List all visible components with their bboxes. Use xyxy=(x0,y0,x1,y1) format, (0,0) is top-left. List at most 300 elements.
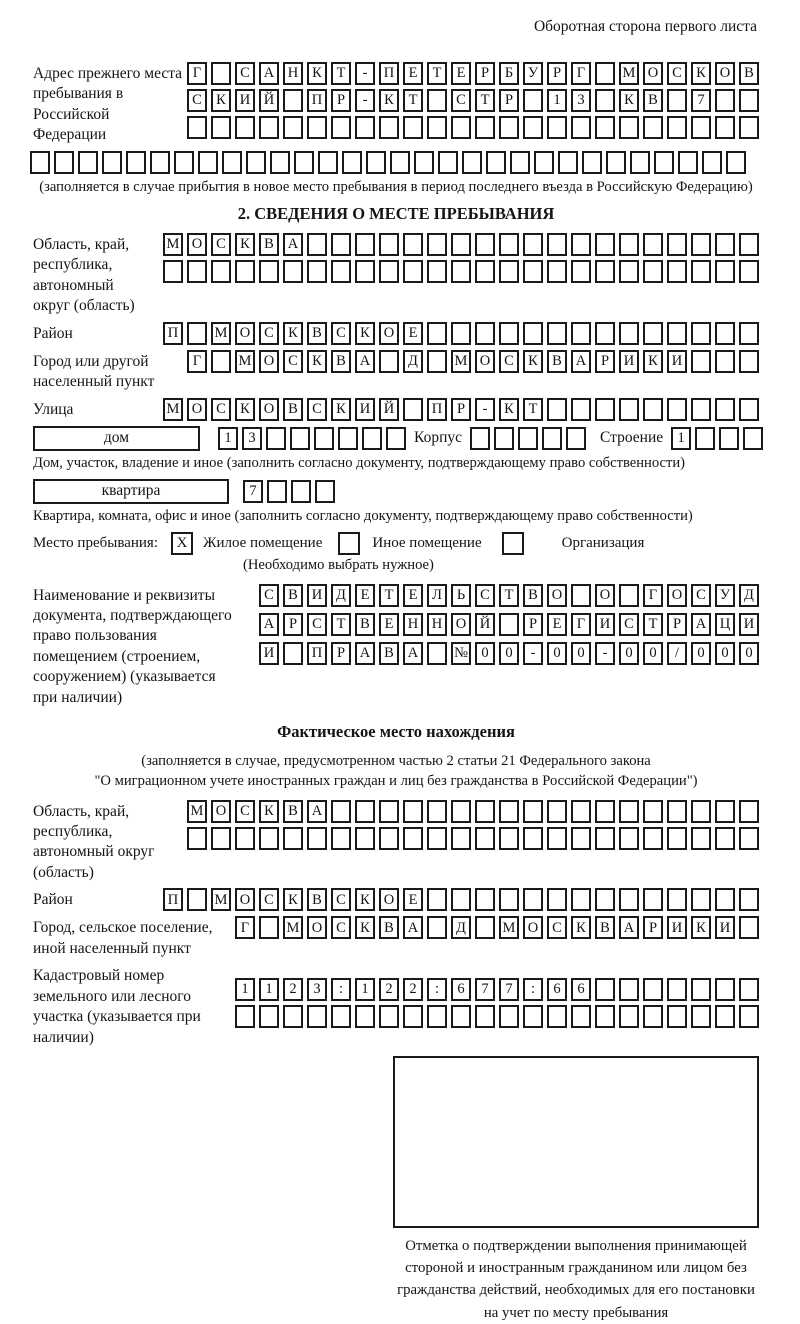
char-cell: С xyxy=(211,233,231,256)
char-cell: О xyxy=(379,322,399,345)
char-cell: П xyxy=(163,888,183,911)
char-cell xyxy=(523,89,543,112)
char-cell: С xyxy=(211,398,231,421)
char-cell: И xyxy=(667,916,687,939)
char-cell: Р xyxy=(451,398,471,421)
char-cell xyxy=(739,233,759,256)
char-cell xyxy=(595,398,615,421)
char-cell xyxy=(571,322,591,345)
char-cell xyxy=(427,888,447,911)
char-cell: А xyxy=(259,62,279,85)
city-rows xyxy=(187,350,759,373)
char-cell xyxy=(595,978,615,1001)
char-cell xyxy=(678,151,698,174)
char-cell: Т xyxy=(475,89,495,112)
char-cell xyxy=(494,427,514,450)
char-cell xyxy=(30,151,50,174)
char-cell xyxy=(427,116,447,139)
char-cell: В xyxy=(379,916,399,939)
char-cell: 0 xyxy=(499,642,519,665)
char-row xyxy=(163,888,759,911)
char-cell: 2 xyxy=(403,978,423,1001)
char-cell xyxy=(523,1005,543,1028)
char-cell xyxy=(691,260,711,283)
char-cell xyxy=(246,151,266,174)
house-row xyxy=(33,426,759,451)
char-cell xyxy=(643,233,663,256)
char-cell xyxy=(235,827,255,850)
char-cell: Г xyxy=(643,584,663,607)
char-cell xyxy=(451,827,471,850)
char-cell: В xyxy=(331,350,351,373)
char-cell xyxy=(667,116,687,139)
char-cell xyxy=(619,800,639,823)
char-cell xyxy=(102,151,122,174)
char-cell: Н xyxy=(283,62,303,85)
char-cell: К xyxy=(691,62,711,85)
char-cell: Т xyxy=(523,398,543,421)
stamp-caption: Отметка о подтверждении выполнения принимающей стороной и иностранным гражданином или лицом без гражданства действий, необходимых для его постановки на учет по месту пребывания xyxy=(397,1238,755,1321)
char-cell xyxy=(379,260,399,283)
char-cell xyxy=(667,827,687,850)
char-cell xyxy=(695,427,715,450)
char-cell xyxy=(595,827,615,850)
char-cell xyxy=(427,233,447,256)
char-cell xyxy=(259,260,279,283)
char-cell: 1 xyxy=(259,978,279,1001)
char-cell xyxy=(259,116,279,139)
char-cell: С xyxy=(499,350,519,373)
char-cell xyxy=(342,151,362,174)
char-cell xyxy=(283,827,303,850)
char-cell xyxy=(739,800,759,823)
char-cell xyxy=(595,62,615,85)
char-cell xyxy=(566,427,586,450)
char-cell xyxy=(379,800,399,823)
char-cell xyxy=(307,116,327,139)
char-cell: К xyxy=(259,800,279,823)
char-cell: Е xyxy=(355,584,375,607)
char-cell xyxy=(571,800,591,823)
char-cell xyxy=(547,888,567,911)
char-cell: Р xyxy=(547,62,567,85)
char-cell: А xyxy=(283,233,303,256)
char-cell: К xyxy=(235,398,255,421)
char-cell xyxy=(739,89,759,112)
char-cell xyxy=(283,89,303,112)
char-cell: С xyxy=(691,584,711,607)
char-cell: О xyxy=(187,233,207,256)
char-cell xyxy=(571,260,591,283)
char-cell: 2 xyxy=(283,978,303,1001)
char-cell xyxy=(222,151,242,174)
char-cell: Е xyxy=(547,613,567,636)
char-cell xyxy=(307,1005,327,1028)
char-cell: 7 xyxy=(475,978,495,1001)
char-cell: С xyxy=(331,916,351,939)
char-cell: О xyxy=(667,584,687,607)
char-cell xyxy=(619,888,639,911)
char-cell xyxy=(547,322,567,345)
actual-region-label: Область, край, республика, автономный округ (область) xyxy=(33,802,155,881)
actual-city-label: Город, сельское поселение, иной населенный пункт xyxy=(33,919,213,957)
char-cell: С xyxy=(475,584,495,607)
char-cell xyxy=(355,1005,375,1028)
char-cell: Б xyxy=(499,62,519,85)
char-cell xyxy=(739,1005,759,1028)
char-cell xyxy=(451,233,471,256)
char-cell: И xyxy=(619,350,639,373)
char-cell xyxy=(427,916,447,939)
char-cell: Т xyxy=(499,584,519,607)
apartment-cells xyxy=(243,480,335,503)
char-cell xyxy=(362,427,382,450)
char-cell xyxy=(643,1005,663,1028)
char-cell xyxy=(523,116,543,139)
char-cell: В xyxy=(307,322,327,345)
char-row xyxy=(187,116,759,139)
char-cell xyxy=(630,151,650,174)
char-cell: Д xyxy=(331,584,351,607)
char-cell xyxy=(619,584,639,607)
char-cell xyxy=(643,800,663,823)
char-cell xyxy=(499,322,519,345)
char-cell: К xyxy=(355,916,375,939)
char-row xyxy=(163,260,759,283)
option-label-inoe: Иное помещение xyxy=(372,534,482,551)
char-cell: В xyxy=(307,888,327,911)
char-cell: А xyxy=(307,800,327,823)
char-cell xyxy=(290,427,310,450)
char-cell: Д xyxy=(739,584,759,607)
cadastral-rows xyxy=(235,964,759,1028)
char-cell: П xyxy=(379,62,399,85)
char-cell xyxy=(187,260,207,283)
char-cell: Н xyxy=(403,613,423,636)
char-cell: Й xyxy=(379,398,399,421)
char-row xyxy=(259,584,759,607)
char-cell xyxy=(211,116,231,139)
char-cell xyxy=(499,613,519,636)
char-cell: К xyxy=(283,888,303,911)
char-cell xyxy=(715,978,735,1001)
char-cell xyxy=(331,116,351,139)
char-cell xyxy=(739,888,759,911)
char-cell xyxy=(403,800,423,823)
char-cell xyxy=(667,89,687,112)
char-cell xyxy=(475,827,495,850)
char-cell: Р xyxy=(667,613,687,636)
char-cell xyxy=(338,427,358,450)
char-cell: И xyxy=(667,350,687,373)
char-cell: В xyxy=(355,613,375,636)
char-cell: К xyxy=(211,89,231,112)
char-cell xyxy=(715,322,735,345)
char-cell: 6 xyxy=(451,978,471,1001)
char-cell xyxy=(475,260,495,283)
char-cell: С xyxy=(619,613,639,636)
actual-region-rows xyxy=(187,800,759,850)
char-cell xyxy=(427,350,447,373)
char-cell xyxy=(691,978,711,1001)
char-cell xyxy=(379,116,399,139)
char-cell: П xyxy=(427,398,447,421)
char-cell: С xyxy=(283,350,303,373)
char-cell xyxy=(571,233,591,256)
actual-city-field xyxy=(33,916,759,959)
char-cell xyxy=(427,800,447,823)
char-cell: Р xyxy=(283,613,303,636)
char-cell: - xyxy=(355,89,375,112)
option-label-organizaciya: Организация xyxy=(561,534,645,551)
char-cell xyxy=(451,800,471,823)
char-cell: К xyxy=(307,350,327,373)
char-cell: И xyxy=(595,613,615,636)
stroenie-cells xyxy=(671,427,763,450)
char-cell: Т xyxy=(331,613,351,636)
char-cell xyxy=(427,89,447,112)
char-cell xyxy=(427,642,447,665)
char-cell: С xyxy=(451,89,471,112)
city-label: Город или другой населенный пункт xyxy=(33,352,155,391)
char-cell: Е xyxy=(403,584,423,607)
char-cell xyxy=(427,322,447,345)
char-cell xyxy=(150,151,170,174)
char-cell xyxy=(643,322,663,345)
char-cell: 0 xyxy=(691,642,711,665)
char-cell xyxy=(499,1005,519,1028)
char-cell: Г xyxy=(187,62,207,85)
prev-address-field xyxy=(33,62,759,146)
korpus-label: Корпус xyxy=(414,429,462,447)
char-cell xyxy=(403,827,423,850)
char-cell xyxy=(54,151,74,174)
char-cell: К xyxy=(523,350,543,373)
char-row xyxy=(187,350,759,373)
char-cell: 7 xyxy=(499,978,519,1001)
char-cell xyxy=(267,480,287,503)
char-cell xyxy=(451,322,471,345)
char-cell: О xyxy=(235,888,255,911)
char-cell: О xyxy=(643,62,663,85)
char-cell xyxy=(523,233,543,256)
char-cell: 0 xyxy=(643,642,663,665)
char-cell xyxy=(571,116,591,139)
char-cell: 1 xyxy=(355,978,375,1001)
char-cell: К xyxy=(331,398,351,421)
char-cell xyxy=(547,398,567,421)
region-label: Область, край, республика, автономный округ (область) xyxy=(33,235,135,315)
char-cell xyxy=(739,350,759,373)
char-cell xyxy=(523,800,543,823)
char-cell: Г xyxy=(571,62,591,85)
char-cell: О xyxy=(187,398,207,421)
char-cell: Р xyxy=(475,62,495,85)
stroenie-label: Строение xyxy=(600,429,664,447)
char-cell: О xyxy=(523,916,543,939)
char-cell: П xyxy=(307,89,327,112)
char-cell xyxy=(691,398,711,421)
char-cell xyxy=(499,116,519,139)
char-cell xyxy=(475,1005,495,1028)
char-cell: М xyxy=(619,62,639,85)
char-cell xyxy=(187,116,207,139)
char-cell: Е xyxy=(403,322,423,345)
char-cell xyxy=(355,260,375,283)
char-cell: Е xyxy=(403,888,423,911)
char-cell: В xyxy=(547,350,567,373)
apartment-row xyxy=(33,479,759,504)
char-cell: Р xyxy=(331,89,351,112)
char-cell xyxy=(571,827,591,850)
char-cell xyxy=(355,233,375,256)
char-cell: О xyxy=(379,888,399,911)
char-cell xyxy=(427,1005,447,1028)
char-cell: - xyxy=(595,642,615,665)
char-cell: И xyxy=(355,398,375,421)
char-cell xyxy=(667,800,687,823)
char-cell xyxy=(283,642,303,665)
char-cell: К xyxy=(355,888,375,911)
char-cell xyxy=(414,151,434,174)
char-cell: С xyxy=(547,916,567,939)
char-cell: Й xyxy=(475,613,495,636)
section2-title: 2. СВЕДЕНИЯ О МЕСТЕ ПРЕБЫВАНИЯ xyxy=(237,203,555,223)
char-cell: О xyxy=(475,350,495,373)
char-cell xyxy=(283,116,303,139)
char-cell: С xyxy=(331,322,351,345)
checkbox-inoe xyxy=(338,532,360,555)
char-cell xyxy=(235,260,255,283)
char-cell: 0 xyxy=(475,642,495,665)
char-cell xyxy=(331,827,351,850)
char-cell xyxy=(547,827,567,850)
char-cell: С xyxy=(307,613,327,636)
char-cell xyxy=(667,1005,687,1028)
char-cell: К xyxy=(571,916,591,939)
char-cell xyxy=(715,89,735,112)
house-box-label: дом xyxy=(33,426,200,451)
char-cell: М xyxy=(187,800,207,823)
char-cell xyxy=(403,1005,423,1028)
actual-location-note2: "О миграционном учете иностранных граждан и лиц без гражданства в Российской Федерации") xyxy=(94,773,698,790)
char-cell xyxy=(315,480,335,503)
char-cell: У xyxy=(715,584,735,607)
char-row xyxy=(30,151,759,174)
char-cell: С xyxy=(259,322,279,345)
char-cell: - xyxy=(355,62,375,85)
char-cell xyxy=(571,584,591,607)
char-row xyxy=(187,62,759,85)
char-cell: Т xyxy=(643,613,663,636)
char-cell: А xyxy=(571,350,591,373)
char-cell: Д xyxy=(403,350,423,373)
char-cell xyxy=(187,888,207,911)
char-cell xyxy=(427,260,447,283)
char-cell xyxy=(438,151,458,174)
char-cell: М xyxy=(451,350,471,373)
char-cell: А xyxy=(619,916,639,939)
char-cell: И xyxy=(739,613,759,636)
char-cell xyxy=(619,260,639,283)
char-cell xyxy=(691,322,711,345)
char-cell xyxy=(355,827,375,850)
char-cell: А xyxy=(403,916,423,939)
char-cell xyxy=(259,827,279,850)
char-cell: 1 xyxy=(218,427,238,450)
char-cell xyxy=(270,151,290,174)
char-cell xyxy=(643,398,663,421)
char-cell xyxy=(174,151,194,174)
actual-city-rows xyxy=(235,916,759,939)
char-cell xyxy=(547,800,567,823)
char-cell: В xyxy=(595,916,615,939)
char-cell: М xyxy=(211,888,231,911)
char-cell xyxy=(523,827,543,850)
char-cell xyxy=(547,233,567,256)
char-cell xyxy=(451,260,471,283)
region-field xyxy=(33,233,759,317)
char-cell: В xyxy=(523,584,543,607)
char-cell: Т xyxy=(379,584,399,607)
char-row xyxy=(187,827,759,850)
char-cell xyxy=(126,151,146,174)
char-cell xyxy=(547,1005,567,1028)
char-cell xyxy=(187,827,207,850)
char-cell: А xyxy=(403,642,423,665)
char-cell xyxy=(702,151,722,174)
char-cell: Г xyxy=(187,350,207,373)
char-cell xyxy=(211,827,231,850)
char-cell xyxy=(379,350,399,373)
char-cell: С xyxy=(235,800,255,823)
char-cell xyxy=(403,398,423,421)
char-cell: 0 xyxy=(571,642,591,665)
char-cell xyxy=(331,1005,351,1028)
char-cell xyxy=(259,1005,279,1028)
char-cell xyxy=(619,1005,639,1028)
char-row xyxy=(259,642,759,665)
char-cell xyxy=(715,398,735,421)
char-cell: О xyxy=(307,916,327,939)
char-cell xyxy=(427,827,447,850)
char-cell xyxy=(715,827,735,850)
char-cell xyxy=(235,116,255,139)
char-cell xyxy=(715,260,735,283)
char-cell xyxy=(606,151,626,174)
char-cell xyxy=(499,260,519,283)
char-cell xyxy=(643,260,663,283)
char-cell: П xyxy=(307,642,327,665)
char-cell xyxy=(619,233,639,256)
char-cell xyxy=(715,888,735,911)
char-cell: Й xyxy=(259,89,279,112)
char-cell xyxy=(739,978,759,1001)
char-cell xyxy=(595,800,615,823)
char-cell xyxy=(571,888,591,911)
char-cell xyxy=(715,116,735,139)
char-cell: - xyxy=(475,398,495,421)
char-cell: Р xyxy=(643,916,663,939)
char-cell: Г xyxy=(571,613,591,636)
char-cell xyxy=(739,916,759,939)
char-cell xyxy=(355,116,375,139)
char-cell: С xyxy=(259,888,279,911)
char-cell: О xyxy=(259,398,279,421)
char-cell: А xyxy=(691,613,711,636)
char-cell xyxy=(715,233,735,256)
char-cell xyxy=(643,978,663,1001)
